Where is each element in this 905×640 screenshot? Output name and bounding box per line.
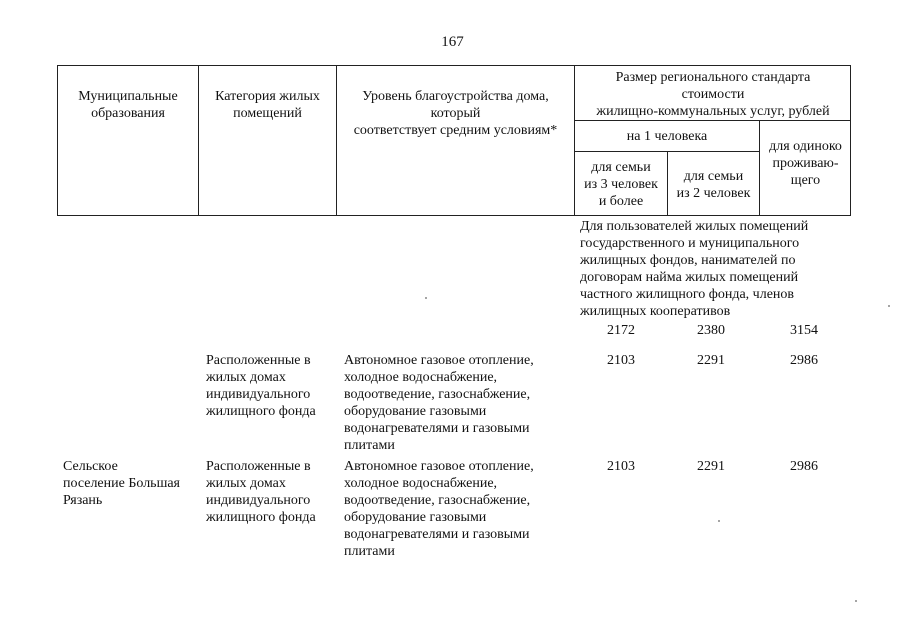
section-note: Для пользователей жилых помещений государственного и муниципального жилищных фондов, нанимателей по договорам найма жилых помещений частного жилищного фонда, членов жилищных кооперативов <box>580 219 809 319</box>
value-single: 2986 <box>790 459 818 474</box>
value-family2: 2380 <box>697 323 725 338</box>
header-municipality: Муниципальные образования <box>78 89 178 121</box>
header-family3: для семьи из 3 человек и более <box>584 160 658 209</box>
value-single: 3154 <box>790 323 818 338</box>
value-family3: 2172 <box>607 323 635 338</box>
value-family2: 2291 <box>697 459 725 474</box>
row-category: Расположенные в жилых домах индивидуального жилищного фонда <box>206 353 316 419</box>
value-family2: 2291 <box>697 353 725 368</box>
scan-speck <box>718 520 720 522</box>
header-category: Категория жилых помещений <box>215 89 320 121</box>
header-level: Уровень благоустройства дома, который соответствует средним условиям* <box>353 89 558 138</box>
value-single: 2986 <box>790 353 818 368</box>
header-per-person: на 1 человека <box>626 129 708 144</box>
row-level: Автономное газовое отопление, холодное водоснабжение, водоотведение, газоснабжение, оборудование газовыми водонагревателями и газовыми плитами <box>344 353 534 453</box>
header-family2: для семьи из 2 человек <box>676 169 751 201</box>
scan-speck <box>888 305 890 307</box>
value-family3: 2103 <box>607 353 635 368</box>
header-single: для одиноко проживаю- щего <box>769 139 842 188</box>
row-municipality: Сельское поселение Большая Рязань <box>63 459 180 508</box>
scan-speck <box>425 297 427 299</box>
scan-speck <box>855 600 857 602</box>
page-number: 167 <box>441 34 464 50</box>
header-divider <box>574 120 851 121</box>
value-family3: 2103 <box>607 459 635 474</box>
row-level: Автономное газовое отопление, холодное водоснабжение, водоотведение, газоснабжение, оборудование газовыми водонагревателями и газовыми плитами <box>344 459 534 559</box>
row-category: Расположенные в жилых домах индивидуального жилищного фонда <box>206 459 316 525</box>
header-standard: Размер регионального стандарта стоимости жилищно-коммунальных услуг, рублей <box>596 70 830 119</box>
